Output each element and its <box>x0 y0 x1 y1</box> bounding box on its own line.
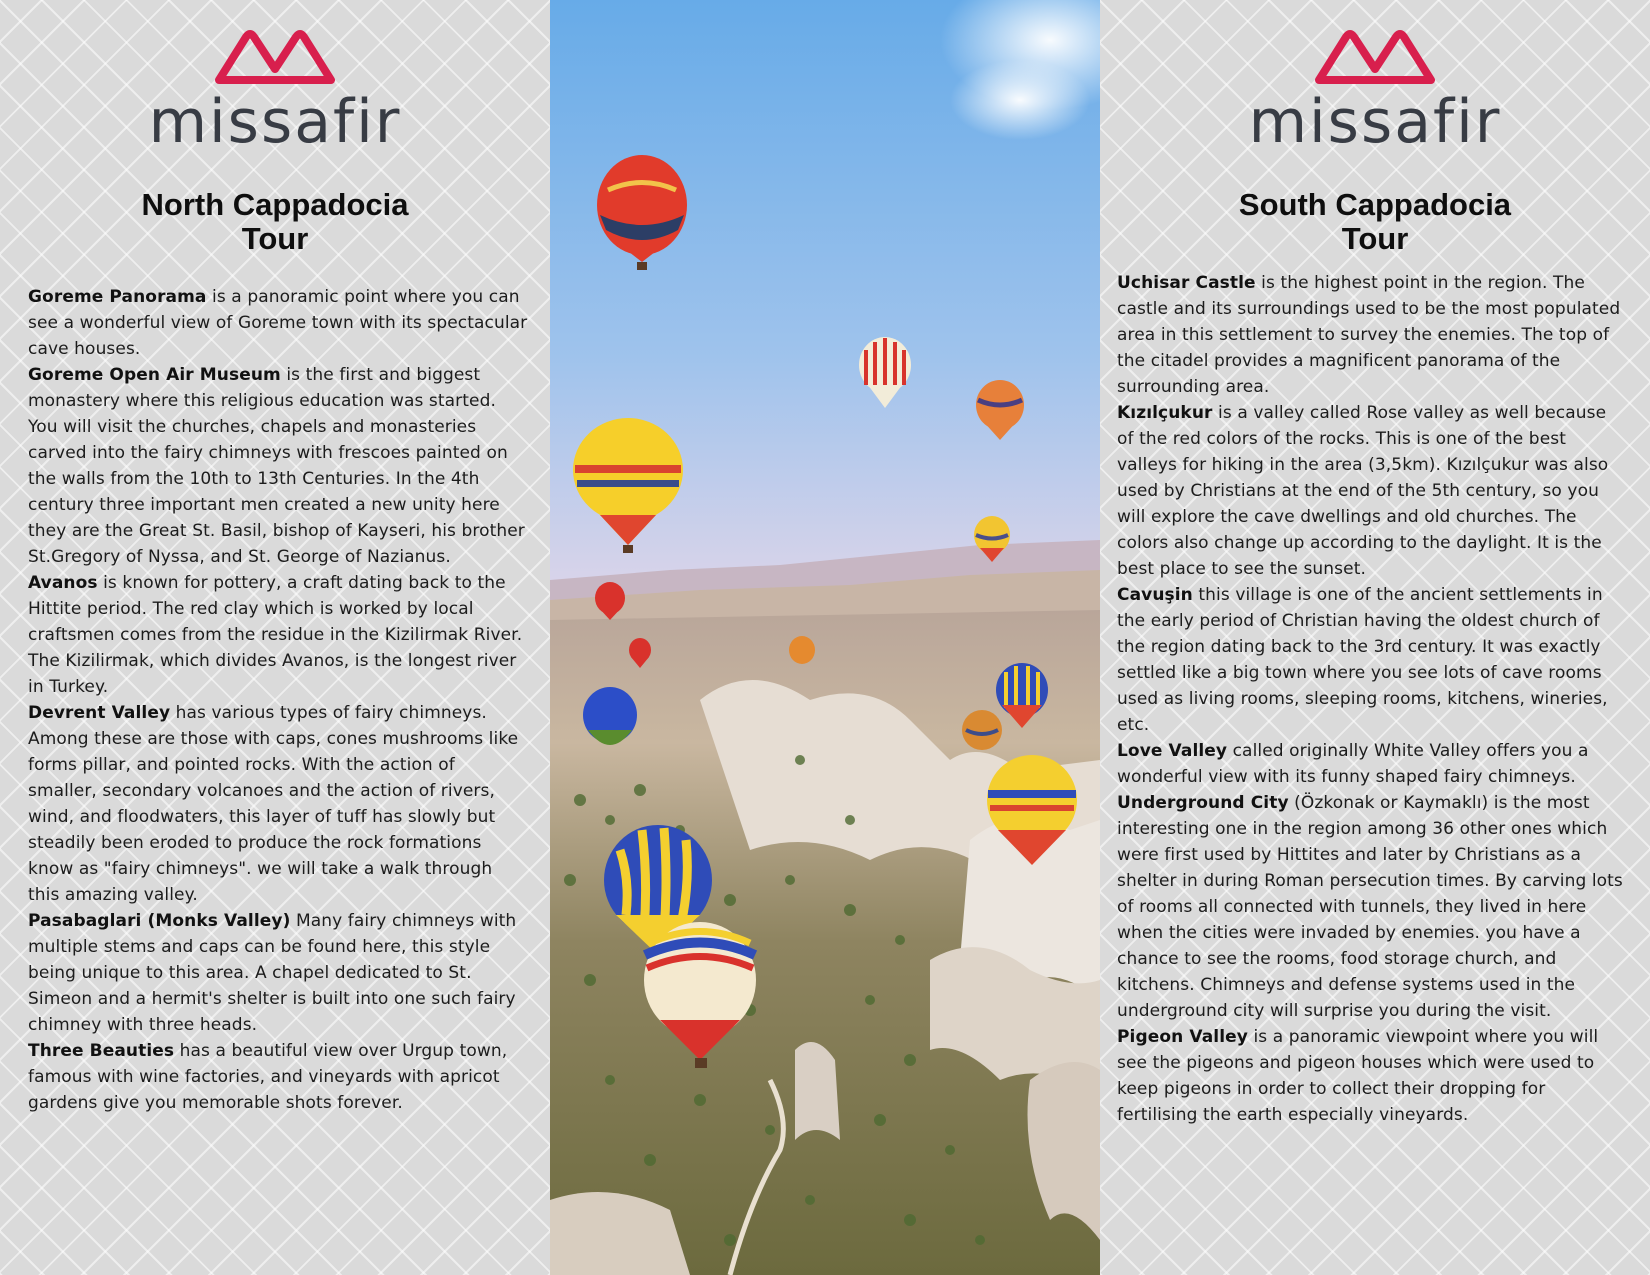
brand-logo <box>1100 28 1650 157</box>
attraction-name: Kızılçukur <box>1117 403 1213 423</box>
attraction-entry <box>28 362 528 570</box>
attraction-text: (Özkonak or Kaymaklı) is the most interesting one in the region among 36 other ones which were first used by Hittites and later by Christians as a shelter in during Roman persecution times. By carving lots of rooms all connected with tunnels, they lived in here when the cities were invaded by enemies. you have a chance to see the rooms, food storage church, and kitchens. Chimneys and defense systems used in the underground city will surprise you during the visit. <box>1117 793 1623 1021</box>
attraction-entry <box>1117 270 1625 400</box>
attraction-name: Uchisar Castle <box>1117 273 1256 293</box>
mountain-logo-icon <box>1313 28 1437 88</box>
attraction-name: Underground City <box>1117 793 1289 813</box>
attraction-entry <box>28 908 528 1038</box>
brand-logo <box>0 28 550 157</box>
attraction-name: Goreme Open Air Museum <box>28 365 281 385</box>
attraction-name: Pasabaglari (Monks Valley) <box>28 911 291 931</box>
mountain-logo-icon <box>213 28 337 88</box>
attraction-text: is known for pottery, a craft dating back to the Hittite period. The red clay which is worked by local craftsmen comes from the residue in the Kizilirmak River. The Kizilirmak, which divides Avanos, is the longest river in Turkey. <box>28 573 523 697</box>
title-line-2: Tour <box>1341 221 1409 256</box>
title-line-1: North Cappadocia <box>141 187 409 222</box>
brand-wordmark: missafir <box>148 87 402 157</box>
attraction-text: has a beautiful view over Urgup town, famous with wine factories, and vineyards with apricot gardens give you memorable shots forever. <box>28 1041 508 1113</box>
attraction-name: Devrent Valley <box>28 703 171 723</box>
attraction-text: called originally White Valley offers you a wonderful view with its funny shaped fairy chimneys. <box>1117 741 1589 787</box>
attraction-name: Goreme Panorama <box>28 287 207 307</box>
north-tour-panel <box>0 0 550 1275</box>
brand-wordmark: missafir <box>1248 87 1502 157</box>
attraction-text: this village is one of the ancient settlements in the early period of Christian having the oldest church of the region dating back to the 3rd century. It was exactly settled like a big town where you see lots of cave rooms used as living rooms, sleeping rooms, kitchens, wineries, etc. <box>1117 585 1608 735</box>
attraction-entry <box>1117 582 1625 738</box>
south-tour-panel <box>1100 0 1650 1275</box>
attraction-name: Pigeon Valley <box>1117 1027 1248 1047</box>
attraction-name: Love Valley <box>1117 741 1228 761</box>
south-tour-title <box>1100 188 1650 256</box>
title-line-1: South Cappadocia <box>1238 187 1512 222</box>
attraction-name: Avanos <box>28 573 98 593</box>
cappadocia-balloons-image <box>550 0 1100 1275</box>
attraction-name: Cavuşin <box>1117 585 1193 605</box>
attraction-text: is a panoramic point where you can see a wonderful view of Goreme town with its spectacular cave houses. <box>28 287 528 359</box>
attraction-entry <box>1117 738 1625 790</box>
attraction-text: is the highest point in the region. The castle and its surroundings used to be the most populated area in this settlement to survey the enemies. The top of the citadel provides a magnificent panorama of the surrounding area. <box>1117 273 1621 397</box>
attraction-entry <box>1117 400 1625 582</box>
attraction-text: is a valley called Rose valley as well because of the red colors of the rocks. This is one of the best valleys for hiking in the area (3,5km). Kızılçukur was also used by Christians at the end of the 5th century, so you will explore the cave dwellings and old churches. The colors also change up according to the daylight. It is the best place to see the sunset. <box>1117 403 1609 579</box>
attraction-entry <box>28 1038 528 1116</box>
attraction-entry <box>28 570 528 700</box>
attraction-text: is the first and biggest monastery where this religious education was started. You will visit the churches, chapels and monasteries carved into the fairy chimneys with frescoes painted on the walls from the 10th to 13th Centuries. In the 4th century three important men created a new unity here they are the Great St. Basil, bishop of Kayseri, his brother St.Gregory of Nyssa, and St. George of Nazianus. <box>28 365 525 567</box>
attraction-text: is a panoramic viewpoint where you will see the pigeons and pigeon houses which were used to keep pigeons in order to collect their dropping for fertilising the earth especially vineyards. <box>1117 1027 1599 1125</box>
attraction-entry <box>28 284 528 362</box>
attraction-entry <box>1117 1024 1625 1128</box>
attraction-entry <box>1117 790 1625 1024</box>
north-tour-title <box>0 188 550 256</box>
balloon-photo <box>550 0 1100 1275</box>
south-tour-description <box>1117 270 1625 1128</box>
attraction-entry <box>28 700 528 908</box>
attraction-text: has various types of fairy chimneys. Among these are those with caps, cones mushrooms like forms pillar, and pointed rocks. With the action of smaller, secondary volcanoes and the action of rivers, wind, and floodwaters, this layer of tuff has slowly but steadily been eroded to produce the rock formations know as "fairy chimneys". we will take a walk through this amazing valley. <box>28 703 519 905</box>
attraction-name: Three Beauties <box>28 1041 175 1061</box>
title-line-2: Tour <box>241 221 309 256</box>
attraction-text: Many fairy chimneys with multiple stems and caps can be found here, this style being unique to this area. A chapel dedicated to St. Simeon and a hermit's shelter is built into one such fairy chimney with three heads. <box>28 911 517 1035</box>
north-tour-description <box>28 284 528 1116</box>
